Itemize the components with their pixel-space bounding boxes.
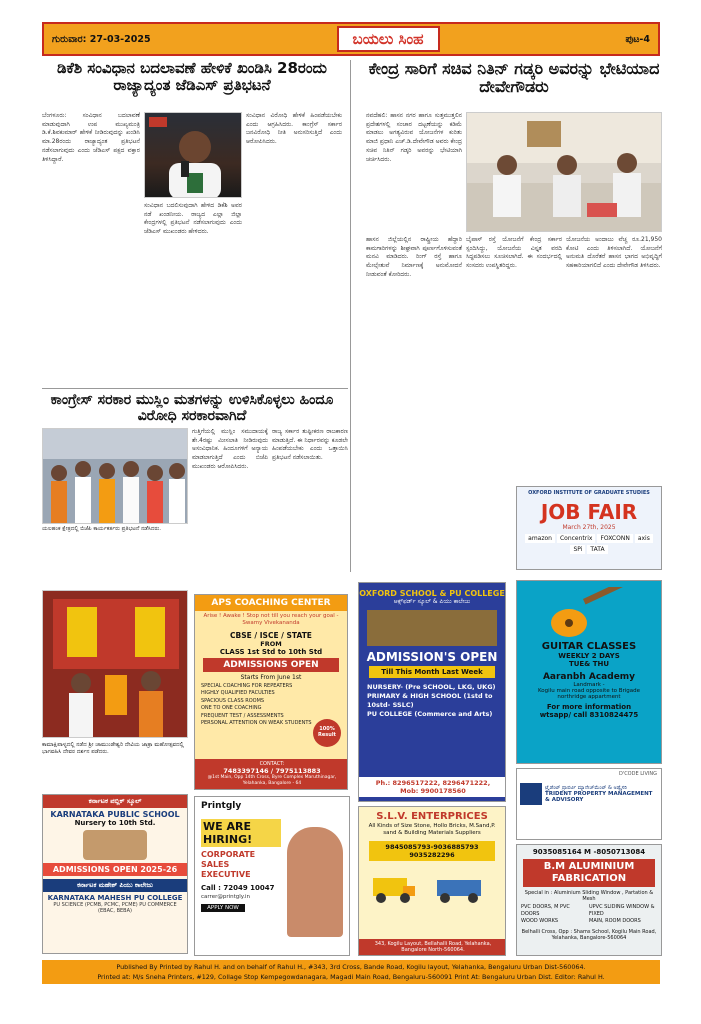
- oxford-mob: Mob: 9900178560: [400, 787, 466, 795]
- kps-college-kn: ಕರ್ನಾಟಕ ಮಹೇಶ್ ಪಿಯು ಕಾಲೇಜು: [43, 879, 187, 892]
- jobfair-date: March 27th, 2025: [562, 524, 616, 531]
- printgly-email: carrer@printgly.in: [201, 894, 251, 900]
- printgly-hiring-ad: [194, 796, 350, 956]
- headline-devegowda-gadkari: ಕೇಂದ್ರ ಸಾರಿಗೆ ಸಚಿವ ನಿತಿನ್ ಗಡ್ಕರಿ ಅವರನ್ನು ಭೇಟಿಯಾದ ದೇವೇಗೌಡರು: [368, 59, 660, 97]
- story2-text-2: ಹಾಸನ ಜಿಲ್ಲೆಯಲ್ಲಿನ ರಾಷ್ಟ್ರೀಯ ಹೆದ್ದಾರಿ ಕಾಮಗಾರಿಗಳನ್ನು ಶೀಘ್ರವಾಗಿ ಪೂರ್ಣಗೊಳಿಸುವಂತೆ ಮನವಿ ಮಾಡಿದರು. ರಿಂಗ್ ರಸ್ತೆ ಹಾಗೂ ಮೇಲ್ಸೇತುವೆ ನಿರ್ಮಾಣಕ್ಕೆ ಅನುಮೋದನೆ ನೀಡುವಂತೆ ಕೋರಿದರು.: [366, 236, 462, 278]
- bm-special: Special in : Aluminium Sliding Window , Partation & Mesh: [524, 890, 654, 902]
- slv-sub: All Kinds of Size Stone, Hollo Bricks, M.Sand,P. sand & Building Materials Suppliers: [368, 823, 496, 836]
- kps-college: KARNATAKA MAHESH PU COLLEGE: [47, 894, 183, 902]
- aps-starts: Starts From June 1st: [240, 674, 302, 681]
- aps-phones: 7483397146 / 7975113883: [223, 767, 321, 775]
- guitar-classes-ad: [516, 580, 662, 764]
- oxford-school-ad: [358, 582, 506, 802]
- imprint-line-1: Published By Printed by Rahul H. and on behalf of Rahul H., #343, 3rd Cross, Bande Road, Kogilu layout, Yelahanka, Bengaluru Urban Dist-560064.: [116, 963, 586, 971]
- story1-column-3: [246, 112, 342, 384]
- aps-feature: ONE TO ONE COACHING: [201, 705, 262, 712]
- story1-column-1: [42, 112, 140, 384]
- jobfair-title: JOB FAIR: [540, 500, 638, 524]
- slv-title: S.L.V. ENTERPRICES: [376, 811, 488, 822]
- oxford-title: OXFORD SCHOOL & PU COLLEGE: [359, 589, 505, 598]
- imprint-footer: [42, 960, 660, 984]
- trident-logo-icon: [520, 783, 542, 805]
- logo-foxconn: FOXCONN: [597, 534, 632, 543]
- kps-sub: Nursery to 10th Std.: [74, 819, 156, 827]
- oxford-phone: Ph.: 8296517222, 8296471222,: [375, 779, 491, 787]
- story1-column-2: [144, 202, 242, 384]
- story1-text-1: ಬೆಂಗಳೂರು: ಸಂವಿಧಾನ ಬದಲಾವಣೆ ಮಾಡುವುದಾಗಿ ಉಪ ಮುಖ್ಯಮಂತ್ರಿ ಡಿ.ಕೆ.ಶಿವಕುಮಾರ್ ಹೇಳಿಕೆ ನೀಡಿರುವುದನ್ನು ಖಂಡಿಸಿ ಮಾ.28ರಂದು ರಾಜ್ಯಾದ್ಯಂತ ಪ್ರತಿಭಟನೆ ನಡೆಸಲಾಗುವುದು ಎಂದು ಜೆಡಿಎಸ್ ಪಕ್ಷದ ವಕ್ತಾರ ತಿಳಿಸಿದ್ದಾರೆ.: [42, 112, 140, 163]
- dk-shivakumar-photo: [144, 112, 242, 198]
- job-fair-ad: [516, 486, 662, 570]
- story1-text-3: ಸಂವಿಧಾನ ವಿರೋಧಿ ಹೇಳಿಕೆ ಹಿಂಪಡೆಯಬೇಕು ಎಂದು ಆಗ್ರಹಿಸಿದರು. ಕಾಂಗ್ರೆಸ್ ಸರ್ಕಾರ ಜನವಿರೋಧಿ ನೀತಿ ಅನುಸರಿಸುತ್ತಿದೆ ಎಂದು ಆರೋಪಿಸಿದರು.: [246, 112, 342, 146]
- trident-title-kn: ಟ್ರೈಡೆಂಟ್ ಪ್ರಾಪರ್ಟಿ ಮ್ಯಾನೇಜ್‌ಮೆಂಟ್ & ಅಡ್ವೈಸರಿ: [545, 785, 627, 791]
- bm-aluminium-ad: [516, 844, 662, 956]
- guitar-schedule-2: TUE& THU: [568, 660, 610, 668]
- guitar-schedule-1: WEEKLY 2 DAYS: [558, 652, 620, 660]
- oxford-item: PU COLLEGE (Commerce and Arts): [367, 710, 493, 718]
- bm-title: B.M ALUMINIUM FABRICATION: [523, 859, 655, 887]
- oxford-item: NURSERY- (Pre SCHOOL, LKG, UKG): [367, 683, 496, 691]
- kps-title: KARNATAKA PUBLIC SCHOOL: [50, 810, 180, 819]
- oxford-item: PRIMARY & HIGH SCHOOL (1std to 10std- SSLC): [367, 692, 493, 709]
- temple-event-photo: [42, 590, 188, 738]
- trident-tag: D'CODE LIVING: [618, 771, 657, 777]
- aps-contact-label: CONTACT:: [259, 761, 285, 767]
- student-photo: [83, 830, 147, 860]
- trident-names: [542, 785, 658, 803]
- page-number: ಪುಟ-4: [625, 33, 650, 45]
- kps-admissions: ADMISSIONS OPEN 2025-26: [43, 863, 187, 876]
- guitar-landmark: Landmark -: [573, 682, 605, 688]
- section-divider: [42, 388, 348, 389]
- oxford-sub: ಆಕ್ಸ್‌ಫರ್ಡ್ ಸ್ಕೂಲ್ & ಪಿಯು ಕಾಲೇಜು: [393, 598, 471, 605]
- oxford-tagline: Till This Month Last Week: [369, 666, 495, 678]
- trident-header: [517, 783, 661, 805]
- printgly-brand: Printgly: [201, 801, 242, 811]
- logo-amazon: amazon: [525, 534, 555, 543]
- newspaper-title: ಬಯಲು ಸಿಂಹ: [337, 26, 440, 52]
- aps-contact-bar: [195, 759, 348, 789]
- bm-item: UPVC SLIDING WINDOW & FIXED: [589, 904, 655, 917]
- story3-column-2: [272, 428, 348, 586]
- guitar-info: For more information: [546, 703, 632, 711]
- story3-text-2: ರಾಜ್ಯ ಸರ್ಕಾರ ತುಷ್ಟೀಕರಣ ರಾಜಕಾರಣ ಮಾಡುತ್ತಿದೆ. ಈ ನಿರ್ಧಾರವನ್ನು ಕೂಡಲೇ ಹಿಂಪಡೆಯಬೇಕು ಎಂದು ಒತ್ತಾಯಿಸಿ ಪ್ರತಿಭಟನೆ ನಡೆಸಲಾಯಿತು.: [272, 428, 348, 462]
- aps-from: FROM: [260, 640, 282, 648]
- aps-title: APS COACHING CENTER: [195, 595, 347, 611]
- slv-address: 343, Kogilu Layout, Bellahalli Road, Yelahanka, Bangalore North-560064.: [359, 939, 506, 955]
- bm-item: PVC DOORS, M PVC DOORS: [521, 904, 570, 917]
- bm-item: WOOD WORKS: [521, 918, 559, 924]
- slv-phones: 9845085793-9036885793 9035282296: [369, 841, 495, 861]
- oxford-heading: ADMISSION'S OPEN: [366, 650, 498, 664]
- guitar-icon: [517, 587, 662, 641]
- printgly-hiring: WE ARE HIRING!: [201, 819, 281, 847]
- story2-column-2: [366, 236, 462, 572]
- construction-vehicles-icon: [359, 864, 506, 906]
- logo-spi: SPi: [570, 545, 585, 554]
- trident-title: TRIDENT PROPERTY MANAGEMENT & ADVISORY: [545, 791, 653, 803]
- printgly-text: [201, 819, 281, 912]
- slv-enterprises-ad: [358, 806, 506, 956]
- logo-axis: axis: [635, 534, 653, 543]
- story3-column-1: [192, 428, 268, 586]
- kps-title-kn: ಕರ್ನಾಟಕ ಪಬ್ಲಿಕ್ ಸ್ಕೂಲ್: [43, 795, 187, 808]
- aps-result-badge: 100% Result: [313, 719, 341, 747]
- story2-text-3: ಬೈಪಾಸ್ ರಸ್ತೆ ಯೋಜನೆಗೆ ಕೇಂದ್ರ ಸರ್ಕಾರ ಸ್ಪಂದಿಸಿದ್ದು, ಯೋಜನೆಯ ವಿಸ್ತೃತ ವರದಿ ಸಿದ್ಧಪಡಿಸಲು ಸೂಚಿಸಲಾಗಿದೆ. ಈ ಸಂದರ್ಭದಲ್ಲಿ ಸಂಸದರು ಉಪಸ್ಥಿತರಿದ್ದರು.: [466, 236, 562, 270]
- aps-quote: Arise ! Awake ! Stop not till you reach your goal - Swamy Vivekananda: [203, 613, 339, 626]
- aps-boards: CBSE / ISCE / STATE: [230, 631, 312, 640]
- guitar-location: Kogilu main road opposite to Brigade northridge appartment: [537, 688, 641, 700]
- jobfair-org: OXFORD INSTITUTE OF GRADUATE STUDIES: [528, 490, 650, 496]
- model-photo: [287, 827, 343, 937]
- bm-items: [517, 902, 661, 927]
- masthead: [42, 22, 660, 56]
- oxford-items: [359, 680, 505, 722]
- kps-streams: PU SCIENCE (PCMB, PCMC, PCME) PU COMMERCE (EBAC, BEBA): [53, 902, 177, 914]
- guitar-title: GUITAR CLASSES: [541, 641, 637, 652]
- aps-feature: SPECIAL COACHING FOR REPEATERS: [201, 683, 293, 689]
- aps-feature: PERSONAL ATTENTION ON WEAK STUDENTS: [201, 720, 312, 727]
- aps-classes: CLASS 1st Std to 10th Std: [219, 648, 323, 656]
- aps-feature: SPACIOUS CLASS ROOMS: [201, 697, 265, 704]
- story2-column-4: [566, 236, 662, 484]
- guitar-whatsapp: wtsapp/ call 8310824475: [539, 711, 639, 719]
- protest-photo: [42, 428, 188, 524]
- column-divider: [350, 60, 351, 572]
- printgly-call: Call : 72049 10047: [201, 884, 275, 892]
- protest-caption: ಯಲಹಂಕ ಕ್ಷೇತ್ರದಲ್ಲಿ ಬಿಜೆಪಿ ಕಾರ್ಯಕರ್ತರು ಪ್ರತಿಭಟನೆ ನಡೆಸಿದರು.: [42, 526, 162, 532]
- aps-feature: HIGHLY QUALIFIED FACULTIES: [201, 690, 275, 697]
- printgly-role: CORPORATE SALES EXECUTIVE: [201, 850, 256, 879]
- meeting-illustration: [467, 113, 662, 232]
- karnataka-public-school-ad: [42, 794, 188, 954]
- devegowda-gadkari-photo: [466, 112, 662, 232]
- bm-item: MAIN, ROOM DOORS: [589, 918, 641, 924]
- protest-illustration: [43, 429, 188, 524]
- story3-text-1: ಗುತ್ತಿಗೆಯಲ್ಲಿ ಮುಸ್ಲಿಂ ಸಮುದಾಯಕ್ಕೆ ಶೇ.4ರಷ್ಟು ಮೀಸಲಾತಿ ನೀಡಿರುವುದು ಅಸಂವಿಧಾನಿಕ. ಹಿಂದೂಗಳಿಗೆ ಅನ್ಯಾಯ ಮಾಡಲಾಗುತ್ತಿದೆ ಎಂದು ಬಿಜೆಪಿ ಮುಖಂಡರು ಆರೋಪಿಸಿದರು.: [192, 428, 268, 470]
- aps-address: @1st Main, Opp 14th Cross, Byre Complex Maruthinagar, Yelahanka, Bangalore - 64: [207, 775, 337, 786]
- story1-text-2: ಸಂವಿಧಾನ ಬದಲಿಸುವುದಾಗಿ ಹೇಳಿದ ಡಿಕೆಶಿ ಅವರ ನಡೆ ಖಂಡನೀಯ. ರಾಜ್ಯದ ಎಲ್ಲಾ ಜಿಲ್ಲಾ ಕೇಂದ್ರಗಳಲ್ಲಿ ಪ್ರತಿಭಟನೆ ನಡೆಸಲಾಗುವುದು ಎಂದು ಜೆಡಿಎಸ್ ಮುಖಂಡರು ಹೇಳಿದರು.: [144, 202, 242, 236]
- aps-feature: FREQUENT TEST / ASSESSMENTS: [201, 712, 284, 719]
- aps-admissions: ADMISSIONS OPEN: [203, 658, 339, 672]
- oxford-contact: [359, 777, 506, 797]
- issue-date: ಗುರುವಾರ: 27-03-2025: [52, 33, 151, 45]
- temple-illustration: [43, 591, 188, 738]
- story2-text-1: ನವದೆಹಲಿ: ಹಾಸನ ನಗರ ಹಾಗೂ ಸುತ್ತಮುತ್ತಲಿನ ಪ್ರದೇಶಗಳಲ್ಲಿ ಸಂಚಾರ ದಟ್ಟಣೆಯನ್ನು ಕಡಿಮೆ ಮಾಡಲು ಅಗತ್ಯವಿರುವ ಯೋಜನೆಗಳ ಕುರಿತು ಮಾಜಿ ಪ್ರಧಾನಿ ಎಚ್.ಡಿ.ದೇವೇಗೌಡ ಅವರು ಕೇಂದ್ರ ಸಚಿವ ನಿತಿನ್ ಗಡ್ಕರಿ ಅವರನ್ನು ಭೇಟಿಯಾಗಿ ಚರ್ಚಿಸಿದರು.: [366, 112, 462, 163]
- headline-dks-jds-protest: ಡಿಕೆಶಿ ಸಂವಿಧಾನ ಬದಲಾವಣೆ ಹೇಳಿಕೆ ಖಂಡಿಸಿ 28ರಂದು ರಾಜ್ಯಾದ್ಯಂತ ಜೆಡಿಎಸ್ ಪ್ರತಿಭಟನೆ: [57, 59, 327, 95]
- headline-congress-hindu: ಕಾಂಗ್ರೇಸ್ ಸರಕಾರ ಮುಸ್ಲಿಂ ಮತಗಳನ್ನು ಉಳಿಸಿಕೊಳ್ಳಲು ಹಿಂದೂ ವಿರೋಧಿ ಸರಕಾರವಾಗಿದೆ: [50, 392, 334, 425]
- jobfair-logos: [517, 534, 661, 554]
- aps-coaching-ad: [194, 594, 348, 790]
- guitar-academy: Aaranbh Academy: [542, 672, 636, 682]
- imprint-line-2: Printed at: M/s Sneha Printers, #129, Collage Stop Kempegowdanagara, Magadi Main Road, Bengaluru-560091 Print At: Bengaluru Urban Dist. Editor: Rahul H.: [97, 973, 605, 982]
- logo-tata: TATA: [587, 545, 607, 554]
- trident-property-ad: [516, 768, 662, 840]
- temple-caption: ಕಾಮಾಕ್ಷಿಪಾಳ್ಯದಲ್ಲಿ ನಡೆದ ಶ್ರೀ ಚಾಮುಂಡೇಶ್ವರಿ ದೇವಿಯ ಜಾತ್ರಾ ಮಹೋತ್ಸವದಲ್ಲಿ ಭಾಗವಹಿಸಿ ದೇವರ ದರ್ಶನ ಪಡೆದರು.: [42, 742, 184, 756]
- printgly-apply-button: APPLY NOW: [201, 904, 245, 912]
- school-building-image: [367, 610, 497, 646]
- portrait-illustration: [145, 113, 242, 198]
- story2-column-1: [366, 112, 462, 232]
- newspaper-page: [36, 18, 667, 986]
- story2-text-4: ಯೋಜನೆಯ ಅಂದಾಜು ವೆಚ್ಚ ರೂ.21,950 ಕೋಟಿ ಎಂದು ತಿಳಿಸಲಾಗಿದೆ. ಯೋಜನೆಗೆ ಅನುಮತಿ ದೊರೆತರೆ ಹಾಸನ ಭಾಗದ ಅಭಿವೃದ್ಧಿಗೆ ಸಹಕಾರಿಯಾಗಲಿದೆ ಎಂದು ದೇವೇಗೌಡ ತಿಳಿಸಿದರು.: [566, 236, 662, 270]
- logo-concentrix: Concentrix: [557, 534, 596, 543]
- bm-phones: 9035085164 M -8050713084: [532, 848, 646, 856]
- bm-address: Belhalli Cross, Opp : Shams School, Kogilu Main Road, Yelahanka, Bangalore-560064: [521, 929, 657, 941]
